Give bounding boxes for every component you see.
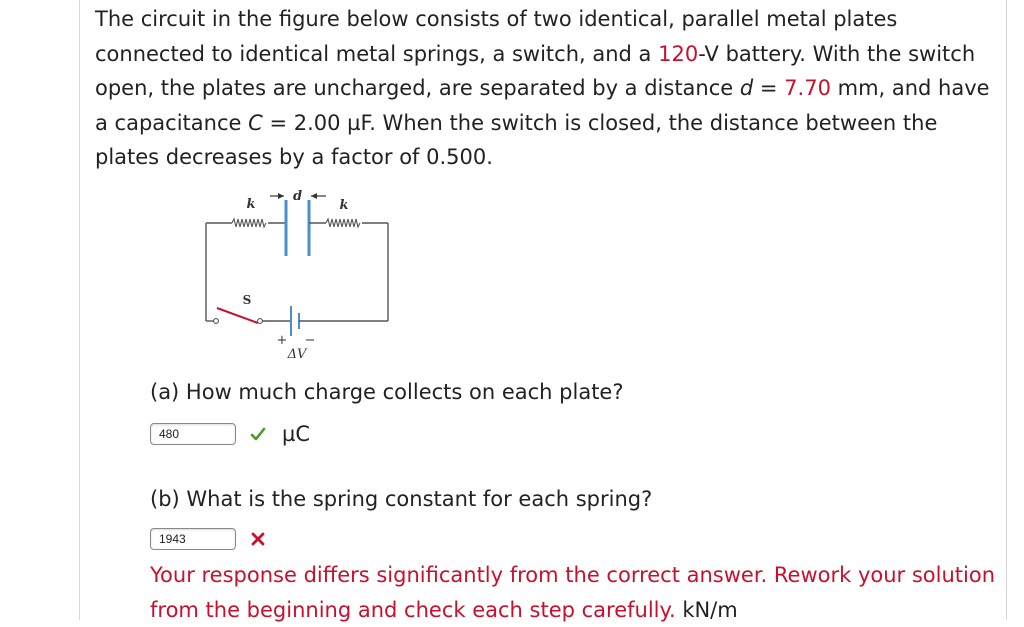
minus-label: − [304, 333, 316, 348]
circuit-figure [200, 180, 400, 365]
answer-input-b[interactable]: 1943 [150, 528, 236, 550]
switch-label: S [242, 293, 252, 307]
problem-text: mm, and have a capacitance [95, 76, 990, 135]
spring-right [326, 219, 360, 227]
distance-value: 7.70 [784, 76, 831, 100]
problem-text: The circuit in the figure below consists of two identical, parallel metal plates connected to identical metal springs, a switch, and a [95, 7, 898, 66]
spring-label-left: k [246, 197, 256, 212]
spring-left [232, 219, 266, 227]
problem-statement [95, 2, 1000, 175]
problem-text: = 2.00 µF. When the switch is closed, the distance between the plates decreases by a factor of 0.500. [95, 110, 938, 169]
answer-row-a [150, 422, 310, 446]
plus-label: + [276, 333, 288, 348]
capacitance-symbol: C [248, 110, 263, 135]
unit-b: kN/m [682, 597, 738, 622]
answer-input-a[interactable]: 480 [150, 423, 236, 445]
spring-label-right: k [339, 198, 349, 213]
distance-symbol: d [739, 76, 754, 100]
content-border-left [79, 0, 80, 620]
switch-lever [217, 308, 258, 323]
problem-text: -V battery. With the switch open, the plates are uncharged, are separated by a distance [95, 41, 976, 100]
feedback-b [150, 558, 1000, 627]
problem-text: = [753, 76, 785, 100]
gap-label: d [292, 189, 303, 204]
content-border-right [1006, 0, 1007, 620]
question-b: (b) What is the spring constant for each spring? [150, 487, 653, 511]
battery-label: ΔV [287, 347, 307, 362]
feedback-text: Your response differs significantly from the correct answer. Rework your solution from the beginning and check each step carefully. [150, 563, 996, 622]
voltage-value: 120 [658, 41, 699, 66]
cross-icon [250, 531, 266, 547]
checkmark-icon [250, 426, 266, 442]
unit-a: µC [282, 422, 311, 446]
answer-row-b [150, 528, 266, 550]
question-a: (a) How much charge collects on each plate? [150, 380, 624, 404]
